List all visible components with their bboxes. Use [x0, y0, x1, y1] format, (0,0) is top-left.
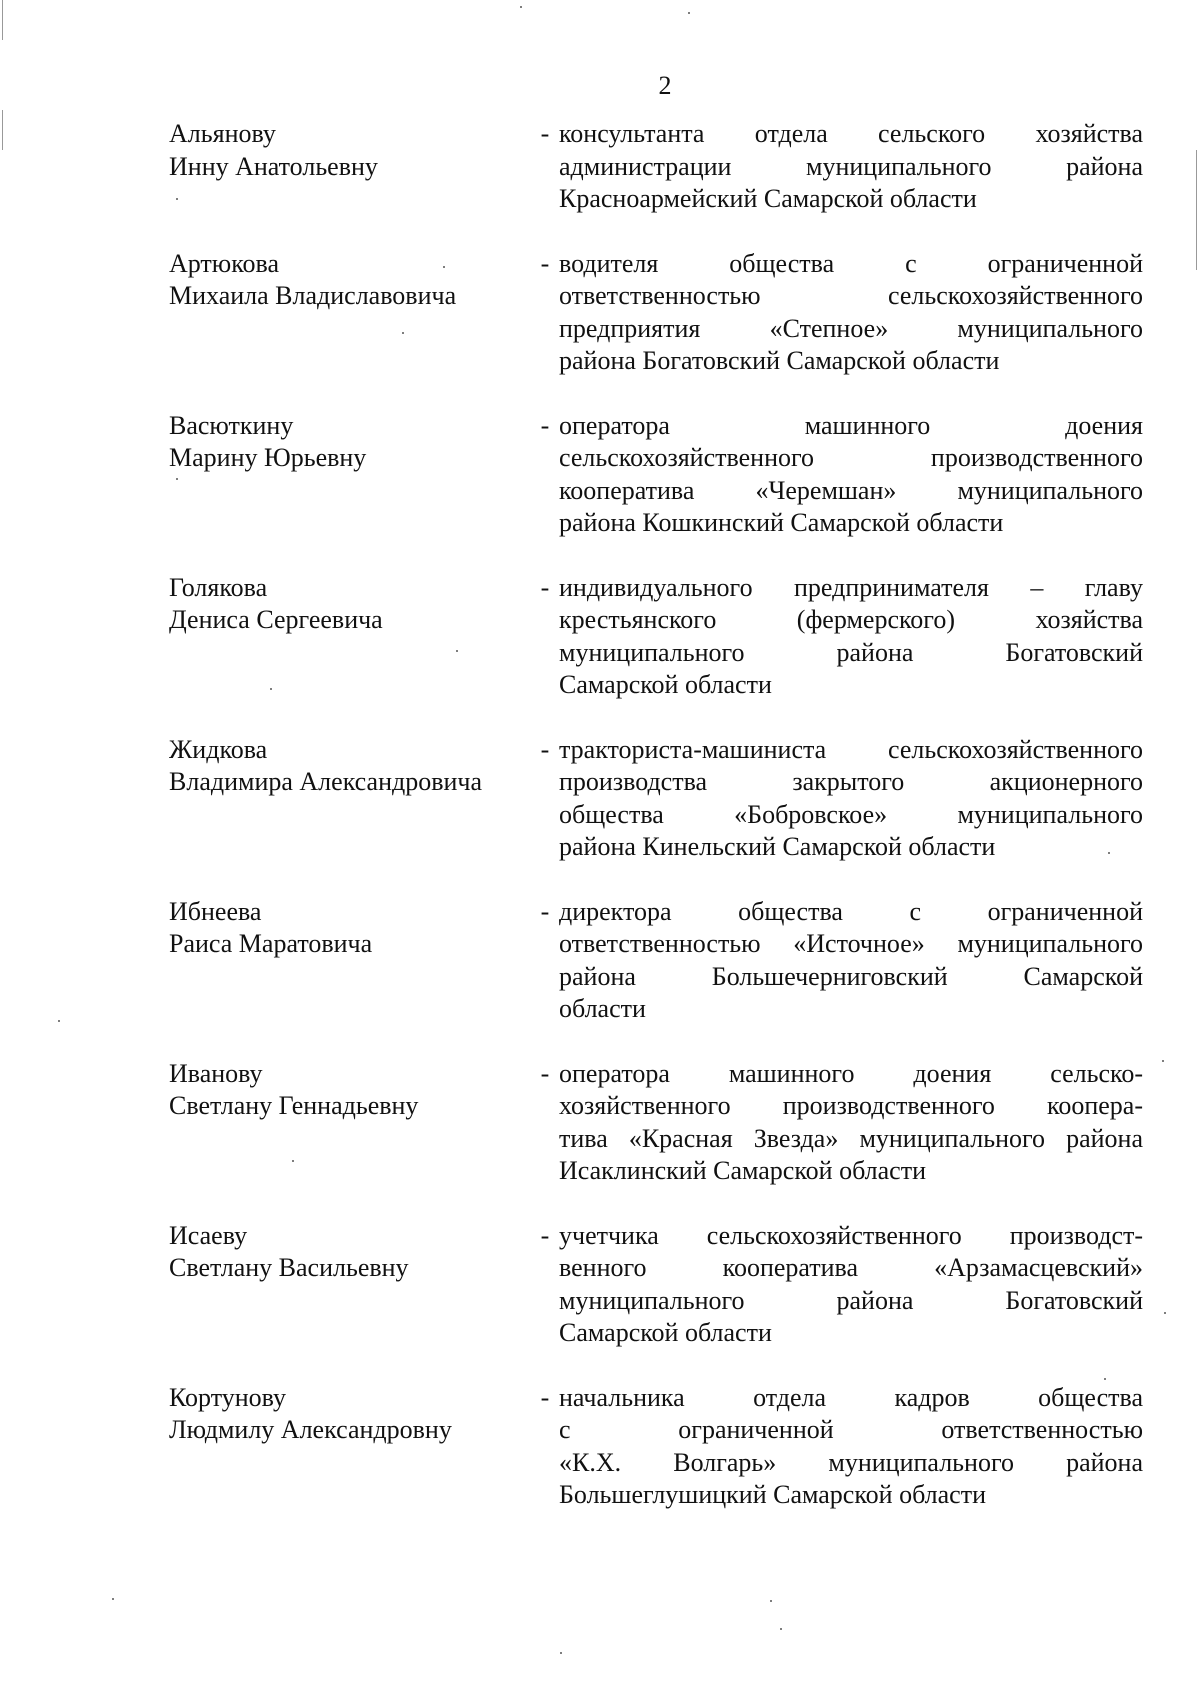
- position-line: Самарской области: [559, 1318, 772, 1347]
- given-names: Светлану Васильевну: [169, 1253, 409, 1282]
- position-description: [559, 118, 1143, 216]
- dash-separator: -: [540, 572, 550, 602]
- scan-speck: [770, 1600, 772, 1602]
- position-description: [559, 248, 1143, 378]
- position-line: учетчика сельскохозяйственного производст-: [559, 1220, 1143, 1250]
- position-line: консультанта отдела сельского хозяйства: [559, 119, 1143, 148]
- scan-speck: [560, 1652, 562, 1654]
- surname: Жидкова: [169, 734, 268, 764]
- list-item: [169, 1220, 1143, 1350]
- given-names: Михаила Владиславовича: [169, 281, 457, 310]
- position-line: оператора машинного доения сельско-: [559, 1058, 1143, 1088]
- list-item: [169, 1058, 1143, 1188]
- list-item: [169, 734, 1143, 864]
- position-line: Красноармейский Самарской области: [559, 184, 977, 213]
- given-names: Владимира Александровича: [169, 767, 483, 796]
- scan-speck: [112, 1598, 114, 1600]
- dash-separator: -: [540, 1058, 550, 1088]
- position-line: индивидуального предпринимателя – главу: [559, 572, 1143, 602]
- person-name: [169, 118, 531, 183]
- scan-speck: [1164, 1312, 1166, 1314]
- position-line: «К.Х. Волгарь» муниципального района: [559, 1447, 1143, 1477]
- scan-speck: [270, 688, 272, 690]
- position-description: [559, 1058, 1143, 1188]
- appointee-list: [169, 118, 1143, 1544]
- scan-speck: [1162, 1060, 1164, 1062]
- position-line: начальника отдела кадров общества: [559, 1382, 1143, 1412]
- list-item: [169, 248, 1143, 378]
- given-names: Светлану Геннадьевну: [169, 1091, 419, 1120]
- given-names: Марину Юрьевну: [169, 443, 367, 472]
- dash-separator: -: [540, 734, 550, 764]
- scan-speck: [58, 1020, 60, 1022]
- page-number: 2: [658, 71, 672, 100]
- dash-separator: -: [540, 1382, 550, 1412]
- given-names: Дениса Сергеевича: [169, 605, 383, 634]
- position-line: ответственностью «Источное» муниципального: [559, 929, 1143, 958]
- scan-speck: [688, 12, 690, 14]
- position-line: предприятия «Степное» муниципального: [559, 313, 1143, 343]
- list-item: [169, 118, 1143, 216]
- position-line: района Богатовский Самарской области: [559, 346, 1000, 375]
- surname: Васюткину: [169, 410, 294, 440]
- scan-edge-line: [2, 0, 3, 40]
- position-line: Большеглушицкий Самарской области: [559, 1480, 986, 1509]
- dash-separator: -: [540, 410, 550, 440]
- scan-speck: [456, 650, 458, 652]
- list-item: [169, 896, 1143, 1026]
- position-line: сельскохозяйственного производственного: [559, 443, 1143, 472]
- position-line: производства закрытого акционерного: [559, 767, 1143, 796]
- position-line: муниципального района Богатовский: [559, 1285, 1143, 1315]
- position-line: тива «Красная Звезда» муниципального района: [559, 1123, 1143, 1153]
- person-name: [169, 410, 531, 475]
- surname: Иванову: [169, 1058, 263, 1088]
- surname: Голякова: [169, 572, 268, 602]
- position-description: [559, 1220, 1143, 1350]
- person-name: [169, 248, 531, 313]
- person-name: [169, 1058, 531, 1123]
- position-line: венного кооператива «Арзамасцевский»: [559, 1253, 1143, 1282]
- position-line: крестьянского (фермерского) хозяйства: [559, 605, 1143, 634]
- position-line: Самарской области: [559, 670, 772, 699]
- surname: Артюкова: [169, 248, 280, 278]
- person-name: [169, 734, 531, 799]
- position-line: района Кошкинский Самарской области: [559, 508, 1004, 537]
- position-line: хозяйственного производственного коопера-: [559, 1091, 1143, 1120]
- scan-speck: [520, 6, 522, 8]
- position-line: ответственностью сельскохозяйственного: [559, 281, 1143, 310]
- position-line: водителя общества с ограниченной: [559, 248, 1143, 278]
- list-item: [169, 410, 1143, 540]
- position-line: общества «Бобровское» муниципального: [559, 799, 1143, 829]
- scan-speck: [780, 1628, 782, 1630]
- person-name: [169, 1220, 531, 1285]
- position-line: оператора машинного доения: [559, 410, 1143, 440]
- scan-speck: [443, 266, 445, 268]
- list-item: [169, 1382, 1143, 1512]
- position-line: тракториста-машиниста сельскохозяйственного: [559, 734, 1143, 764]
- person-name: [169, 896, 531, 961]
- dash-separator: -: [540, 248, 550, 278]
- position-description: [559, 1382, 1143, 1512]
- position-line: директора общества с ограниченной: [559, 896, 1143, 926]
- scan-speck: [292, 1160, 294, 1162]
- scan-edge-line: [1196, 150, 1197, 270]
- person-name: [169, 572, 531, 637]
- scan-speck: [176, 198, 178, 200]
- position-description: [559, 410, 1143, 540]
- position-description: [559, 896, 1143, 1026]
- position-line: муниципального района Богатовский: [559, 637, 1143, 667]
- surname: Кортунову: [169, 1382, 287, 1412]
- position-line: кооператива «Черемшан» муниципального: [559, 475, 1143, 505]
- position-line: области: [559, 994, 646, 1023]
- given-names: Инну Анатольевну: [169, 151, 378, 181]
- person-name: [169, 1382, 531, 1447]
- surname: Ибнеева: [169, 896, 262, 926]
- dash-separator: -: [540, 119, 550, 148]
- position-line: с ограниченной ответственностью: [559, 1415, 1143, 1444]
- position-description: [559, 734, 1143, 864]
- scan-speck: [1104, 1378, 1106, 1380]
- position-line: района Кинельский Самарской области: [559, 832, 996, 861]
- position-line: района Большечерниговский Самарской: [559, 961, 1143, 991]
- scan-edge-line: [2, 110, 3, 150]
- scan-speck: [1108, 852, 1110, 854]
- given-names: Людмилу Александровну: [169, 1415, 452, 1444]
- dash-separator: -: [540, 896, 550, 926]
- list-item: [169, 572, 1143, 702]
- given-names: Раиса Маратовича: [169, 929, 373, 958]
- dash-separator: -: [540, 1220, 550, 1250]
- position-line: администрации муниципального района: [559, 151, 1143, 181]
- position-description: [559, 572, 1143, 702]
- scan-speck: [402, 332, 404, 334]
- surname: Альянову: [169, 119, 276, 148]
- surname: Исаеву: [169, 1220, 248, 1250]
- position-line: Исаклинский Самарской области: [559, 1156, 926, 1185]
- scan-speck: [176, 478, 178, 480]
